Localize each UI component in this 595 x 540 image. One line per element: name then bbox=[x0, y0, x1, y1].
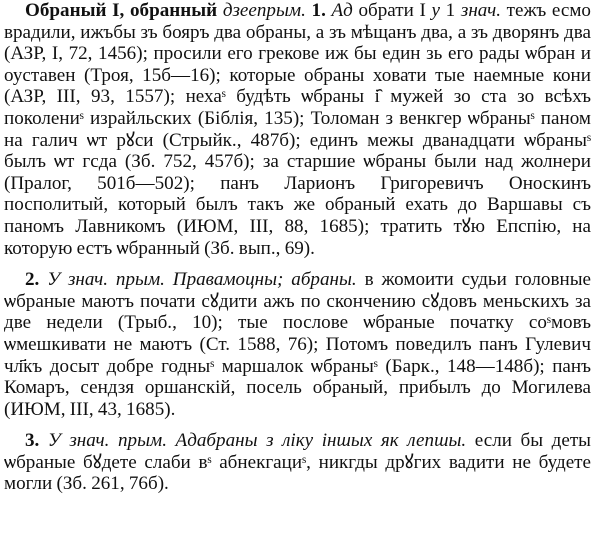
meaning-label: знач. bbox=[460, 0, 501, 21]
cross-ref-prep: у bbox=[431, 0, 441, 21]
entry-paragraph-1 bbox=[4, 0, 591, 259]
cross-ref-num: 1 bbox=[440, 0, 461, 21]
citations-3: если бы деты ѡбраные бꙋдете слаби вˢ абнекгациˢ, никгды дрꙋгих вадити не будете могли (Зб. 261, 76б). bbox=[4, 430, 591, 495]
citations-2: в жомоити судьи головные ѡбраные маютъ почати сꙋдити ажъ по скончению сꙋдовъ меньскихъ за две недели (Трыб., 10); тые послове ѡбраные початку соˢмовъ ѡмешкивати не маютъ (Ст. 1588, 76); Потомъ поведилъ панъ Гулевич чл҃къ досыт добре годныˢ маршалок ѡбраныˢ (Барк., 148—148б); панъ Комаръ, сендзя оршанскiй, посель обраный, прибылъ до Могилева (ИЮМ, III, 43, 1685). bbox=[4, 269, 592, 420]
sense-number-3: 3. bbox=[25, 430, 40, 452]
entry-paragraph-2 bbox=[4, 269, 591, 420]
cross-ref-text: обрати I bbox=[352, 0, 432, 21]
headword: Обраный I, обранный bbox=[25, 0, 218, 21]
sense-definition-3: У знач. прым. Адабраны з ліку іншых як лепшы. bbox=[47, 430, 467, 452]
part-of-speech: дзеeпрым. bbox=[222, 0, 306, 21]
sense-marker: Ад bbox=[331, 0, 353, 21]
sense-number-2: 2. bbox=[25, 269, 40, 291]
citations-1: тежъ есмо врадили, ижъбы зъ бояръ два обраны, а зъ мѣщанъ два, а зъ дворянъ два (АЗР, I, 72, 1456); просили его грекове иж бы един зь его рады ѡбран и оуставен (Троя, 15б—16); которые обраны ховати тые наемные кони (АЗР, III, 93, 1557); нехаˢ будѣть ѡбраны і̑ мужей зо ста зо всѣхъ поколениˢ израйльских (Біблія, 135); Толоман з венкгер ѡбраныˢ паном на галич ѡт рꙋси (Стрыйк., 487б); единъ межы дванадцати ѡбраныˢ былъ ѡт гсда (Зб. 752, 457б); за старшие ѡбраны были над жолнери (Пралог, 501б—502); панъ Ларионъ Григоревичъ Оноскинъ посполитый, который былъ такъ же обраный ехать до Варшавы съ паномъ Лавникомъ (ИЮМ, III, 88, 1685); тратить тꙋю Епспію, на которую естъ ѡбранный (Зб. вып., 69). bbox=[4, 0, 591, 259]
sense-number-1: 1. bbox=[311, 0, 326, 21]
sense-definition-2: У знач. прым. Правамоцны; абраны. bbox=[47, 269, 357, 291]
entry-paragraph-3 bbox=[4, 430, 591, 495]
